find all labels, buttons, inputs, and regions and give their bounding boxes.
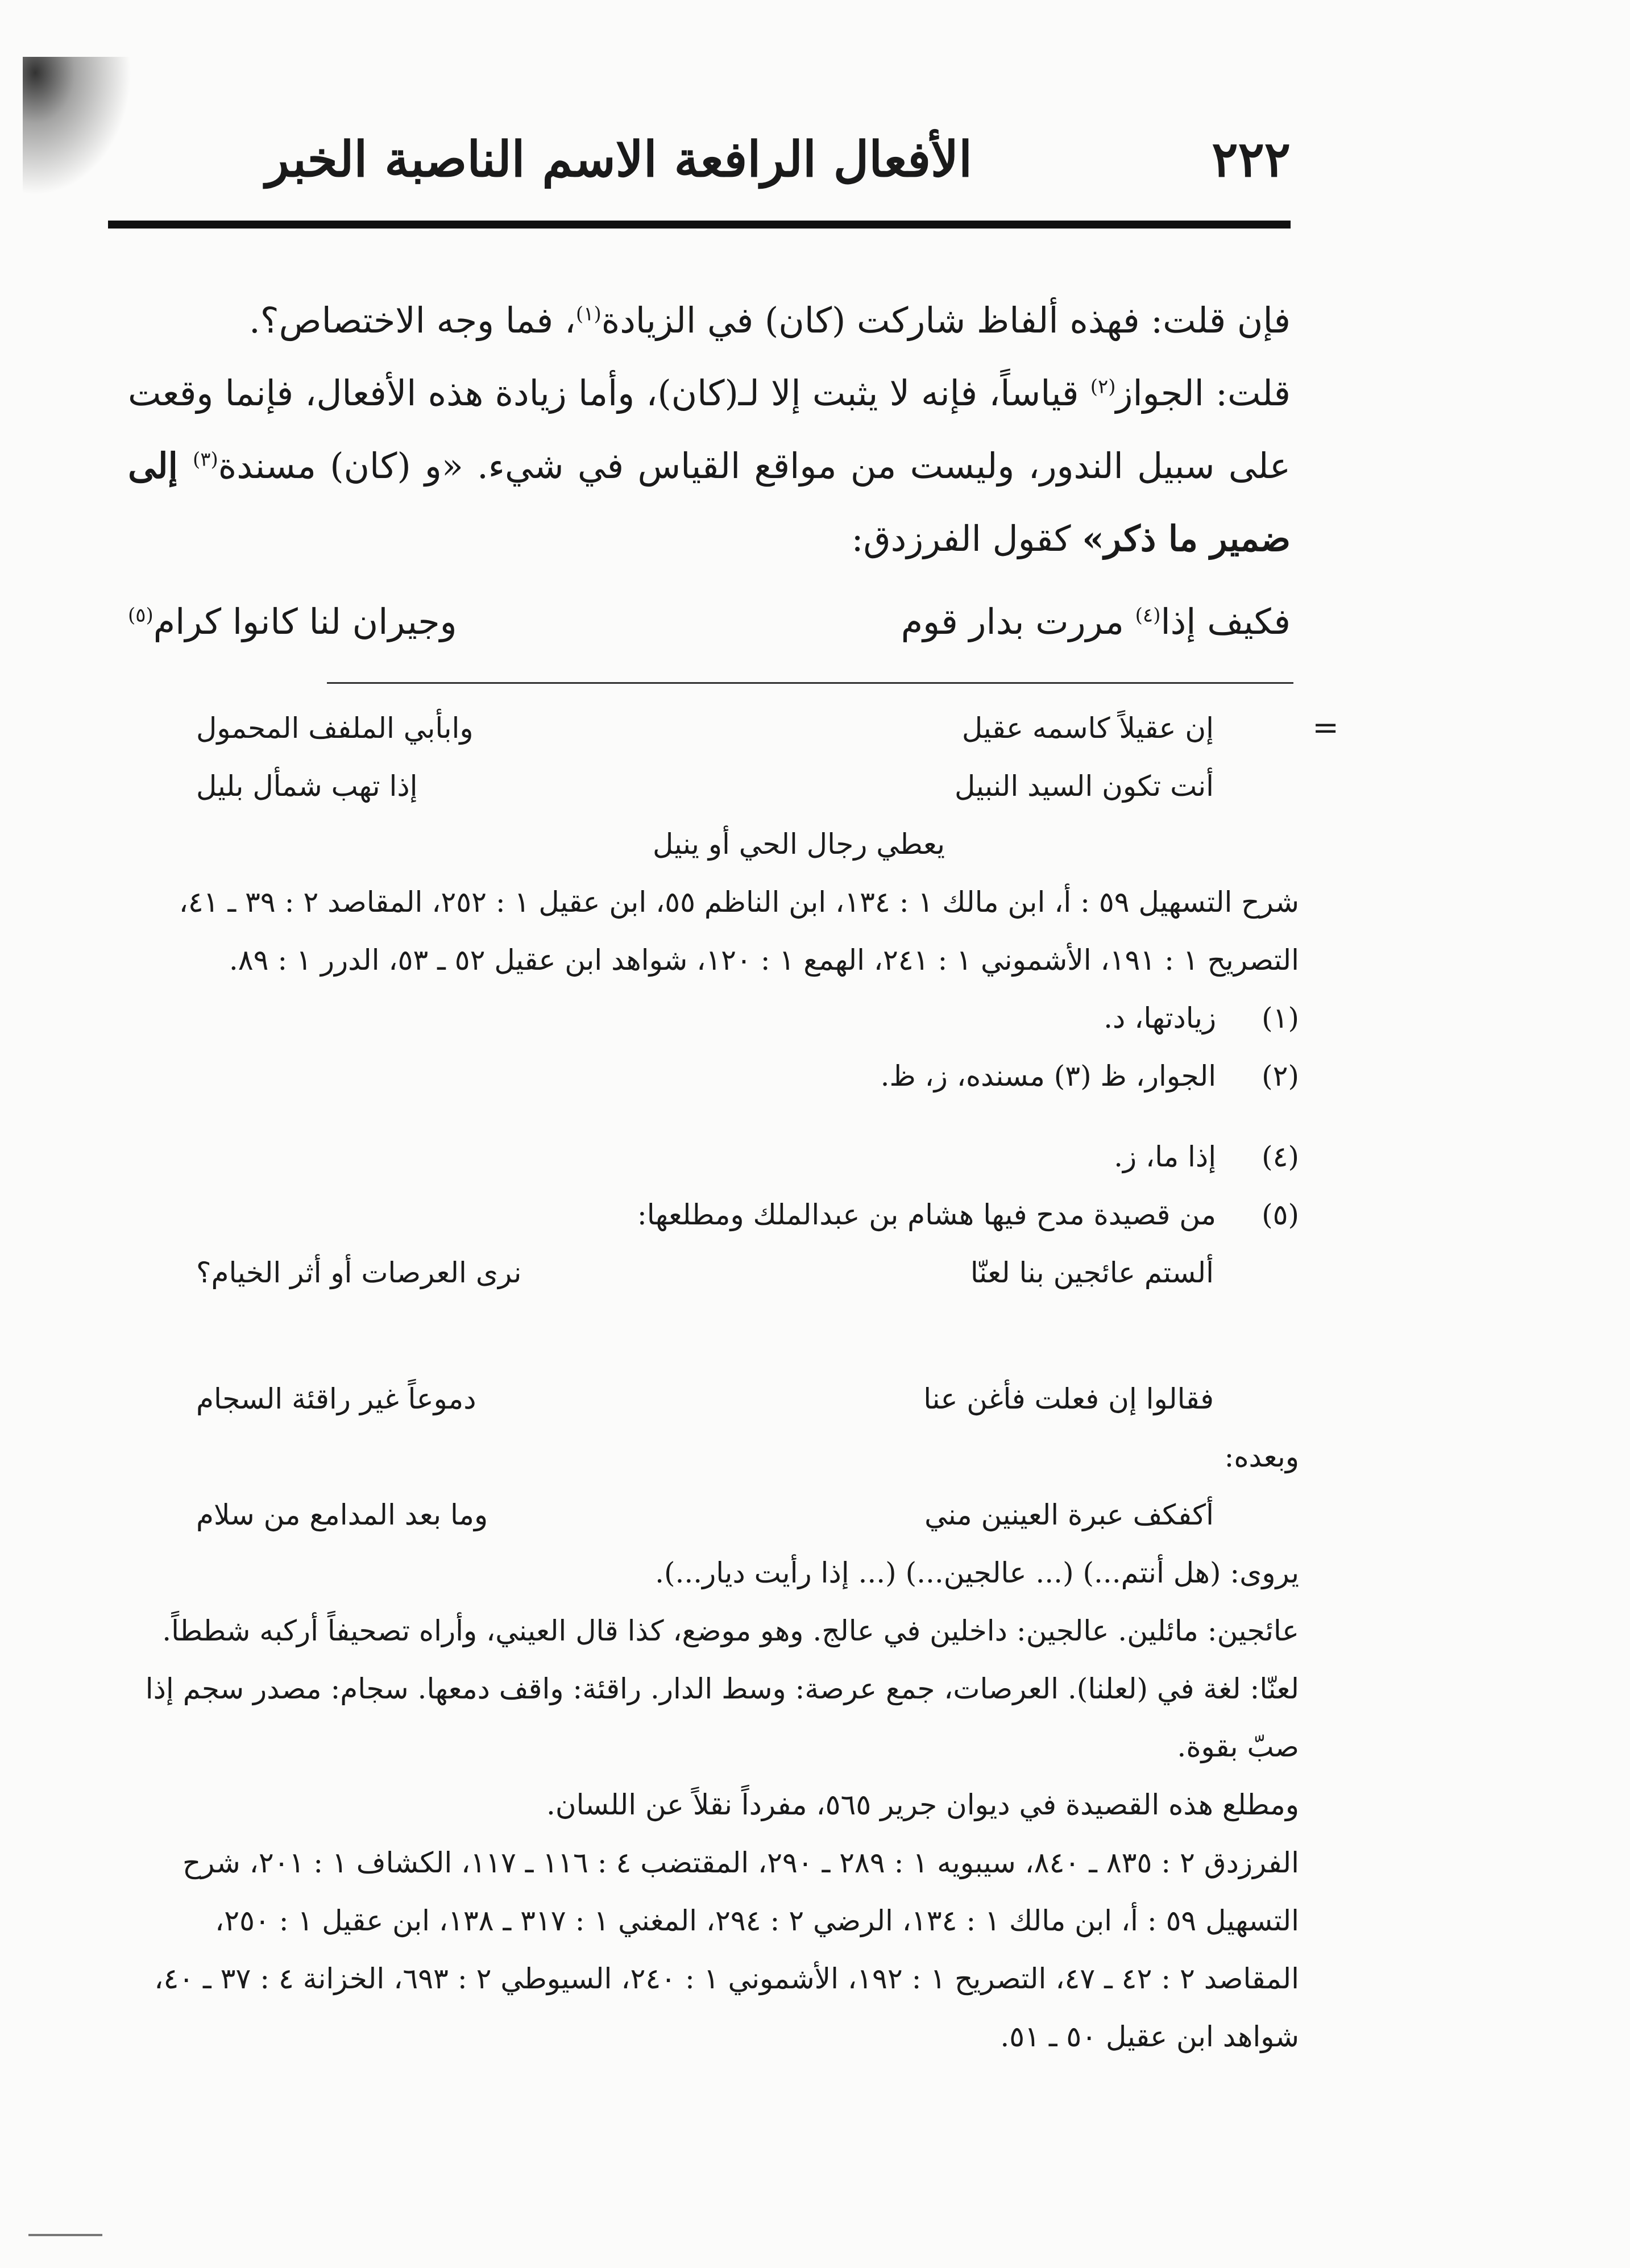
main-text: [128, 284, 1291, 658]
footnote-text: إذا ما، ز.: [1114, 1140, 1217, 1173]
fn5-sources: الفرزدق ٢ : ٨٣٥ ـ ٨٤٠، سيبويه ١ : ٢٨٩ ـ ٢٩٠، المقتضب ٤ : ١١٦ ـ ١١٧، الكشاف ١ : ٢٠١، شرح التسهيل ٥٩ : أ، ابن مالك ١ : ١٣٤، الرضي ٢ : ٢٩٤، المغني ١ : ٣١٧ ـ ١٣٨، ابن عقيل ١ : ٢٥٠، المقاصد ٢ : ٤٢ ـ ٤٧، التصريح ١ : ١٩٢، الأشموني ١ : ٢٤٠، السيوطي ٢ : ٦٩٣، الخزانة ٤ : ٣٧ ـ ٤٠، شواهد ابن عقيل ٥٠ ـ ٥١.: [154, 1846, 1299, 2053]
verse-c: وجيران لنا كانوا كرام: [153, 601, 457, 642]
fn5-note: ومطلع هذه القصيدة في ديوان جرير ٥٦٥، مفرداً نقلاً عن اللسان.: [546, 1788, 1299, 1821]
footnote-5: [128, 1186, 1299, 1244]
fn5-verse-3b: وما بعد المدامع من سلام: [196, 1498, 488, 1531]
fn5-verse-3a: أكفكف عبرة العينين مني: [924, 1498, 1214, 1531]
fn5-verse-2a: فقالوا إن فعلت فأغن عنا: [923, 1382, 1214, 1415]
footnote-4: [128, 1128, 1299, 1186]
para1-text-b: ، فما وجه الاختصاص؟.: [249, 300, 576, 341]
verse-hemistich-2: [128, 585, 457, 658]
fn5-variants: يروى: (هل أنتم...) (... عالجين...) (... إذا رأيت ديار...).: [655, 1556, 1299, 1589]
fn-sources-1: شرح التسهيل ٥٩ : أ، ابن مالك ١ : ١٣٤، ابن الناظم ٥٥، ابن عقيل ١ : ٢٥٢، المقاصد ٢ : ٣٩ ـ ٤١، التصريح ١ : ١٩١، الأشموني ١ : ٢٤١، الهمع ١ : ١٢٠، شواهد ابن عقيل ٥٢ ـ ٥٣، الدرر ١ : ٨٩.: [179, 886, 1299, 977]
fn-verse-2b: إذا تهب شمأل بليل: [196, 770, 418, 803]
verse-b: مررت بدار قوم: [901, 601, 1135, 642]
fn-verse-3: يعطي رجال الحي أو ينيل: [653, 828, 945, 861]
verse-line: [128, 585, 1291, 658]
fn-verse-1: [128, 699, 1299, 757]
footnote-ref-3: (٣): [192, 448, 218, 471]
fn-verse-1a: إن عقيلاً كاسمه عقيل: [961, 712, 1214, 745]
page-header: [108, 131, 1291, 222]
footnote-number: (١): [1262, 1002, 1299, 1035]
fn5-verse-1a: ألستم عائجين بنا لعنّا: [970, 1256, 1214, 1289]
paragraph-2: [128, 357, 1291, 575]
footnote-ref-4: (٤): [1135, 604, 1161, 627]
footnote-text: من قصيدة مدح فيها هشام بن عبدالملك ومطلعها:: [637, 1198, 1217, 1231]
fn5-glossary: عائجين: مائلين. عالجين: داخلين في عالج. وهو موضع، كذا قال العيني، وأراه تصحيفاً أركبه شططاً. لعنّا: لغة في (لعلنا). العرصات، جمع عرصة: وسط الدار. راقئة: واقف دمعها. سجام: مصدر سجم إذا صبّ بقوة.: [145, 1614, 1299, 1763]
page-number: ٢٢٢: [1212, 131, 1291, 188]
footnote-2: [128, 1047, 1299, 1105]
fn5-verse-3: [128, 1486, 1299, 1544]
verse-hemistich-1: [901, 585, 1291, 658]
footnote-ref-1: (١): [575, 302, 602, 326]
footnotes: [128, 699, 1339, 2066]
para2-text-d: كقول الفرزدق:: [851, 518, 1082, 559]
fn5-verse-1: [128, 1244, 1299, 1302]
paragraph-1: [128, 284, 1291, 357]
running-title: الأفعال الرافعة الاسم الناصبة الخبر: [266, 131, 972, 188]
header-rule: [108, 221, 1291, 229]
footnote-continuation: [128, 699, 1339, 757]
para2-text-a: قلت: الجواز: [1115, 372, 1291, 414]
footnote-number: (٤): [1262, 1140, 1299, 1173]
fn5-verse-1b: نرى العرصات أو أثر الخيام؟: [196, 1256, 522, 1289]
fn-verse-2a: أنت تكون السيد النبيل: [955, 770, 1214, 803]
footnote-separator: [327, 682, 1293, 684]
footnote-ref-5: (٥): [128, 604, 154, 627]
para1-text-a: فإن قلت: فهذه ألفاظ شاركت (كان) في الزيادة: [601, 300, 1291, 341]
para2-text-b: قياساً، فإنه لا يثبت إلا لـ(كان)، وأما زيادة هذه الأفعال، فإنما وقعت على سبيل الندور، وليست من مواقع القياس في شيء. «و (كان) مسندة: [128, 372, 1291, 487]
footnote-text: الجوار، ظ (٣) مسنده، ز، ظ.: [880, 1060, 1217, 1093]
footnote-1: [128, 989, 1299, 1047]
spacer: [128, 1302, 1299, 1370]
spacer: [128, 1105, 1299, 1128]
footnote-text: زيادتها، د.: [1104, 1002, 1217, 1035]
para2-quoted: إلى ضمير ما ذكر»: [128, 445, 1291, 559]
scan-mark-bottom: [28, 2234, 102, 2236]
footnote-ref-2: (٢): [1090, 375, 1116, 398]
fn5-after-label: وبعده:: [1224, 1440, 1299, 1473]
footnote-number: (٥): [1262, 1198, 1299, 1231]
fn5-verse-2b: دموعاً غير راقئة السجام: [196, 1382, 476, 1415]
continuation-mark: =: [1312, 709, 1339, 746]
fn-verse-2: [128, 757, 1299, 815]
fn5-verse-2: [128, 1370, 1299, 1428]
footnote-number: (٢): [1262, 1060, 1299, 1093]
fn-verse-1b: وابأبي الملفف المحمول: [196, 712, 474, 745]
verse-a: فكيف إذا: [1160, 601, 1291, 642]
